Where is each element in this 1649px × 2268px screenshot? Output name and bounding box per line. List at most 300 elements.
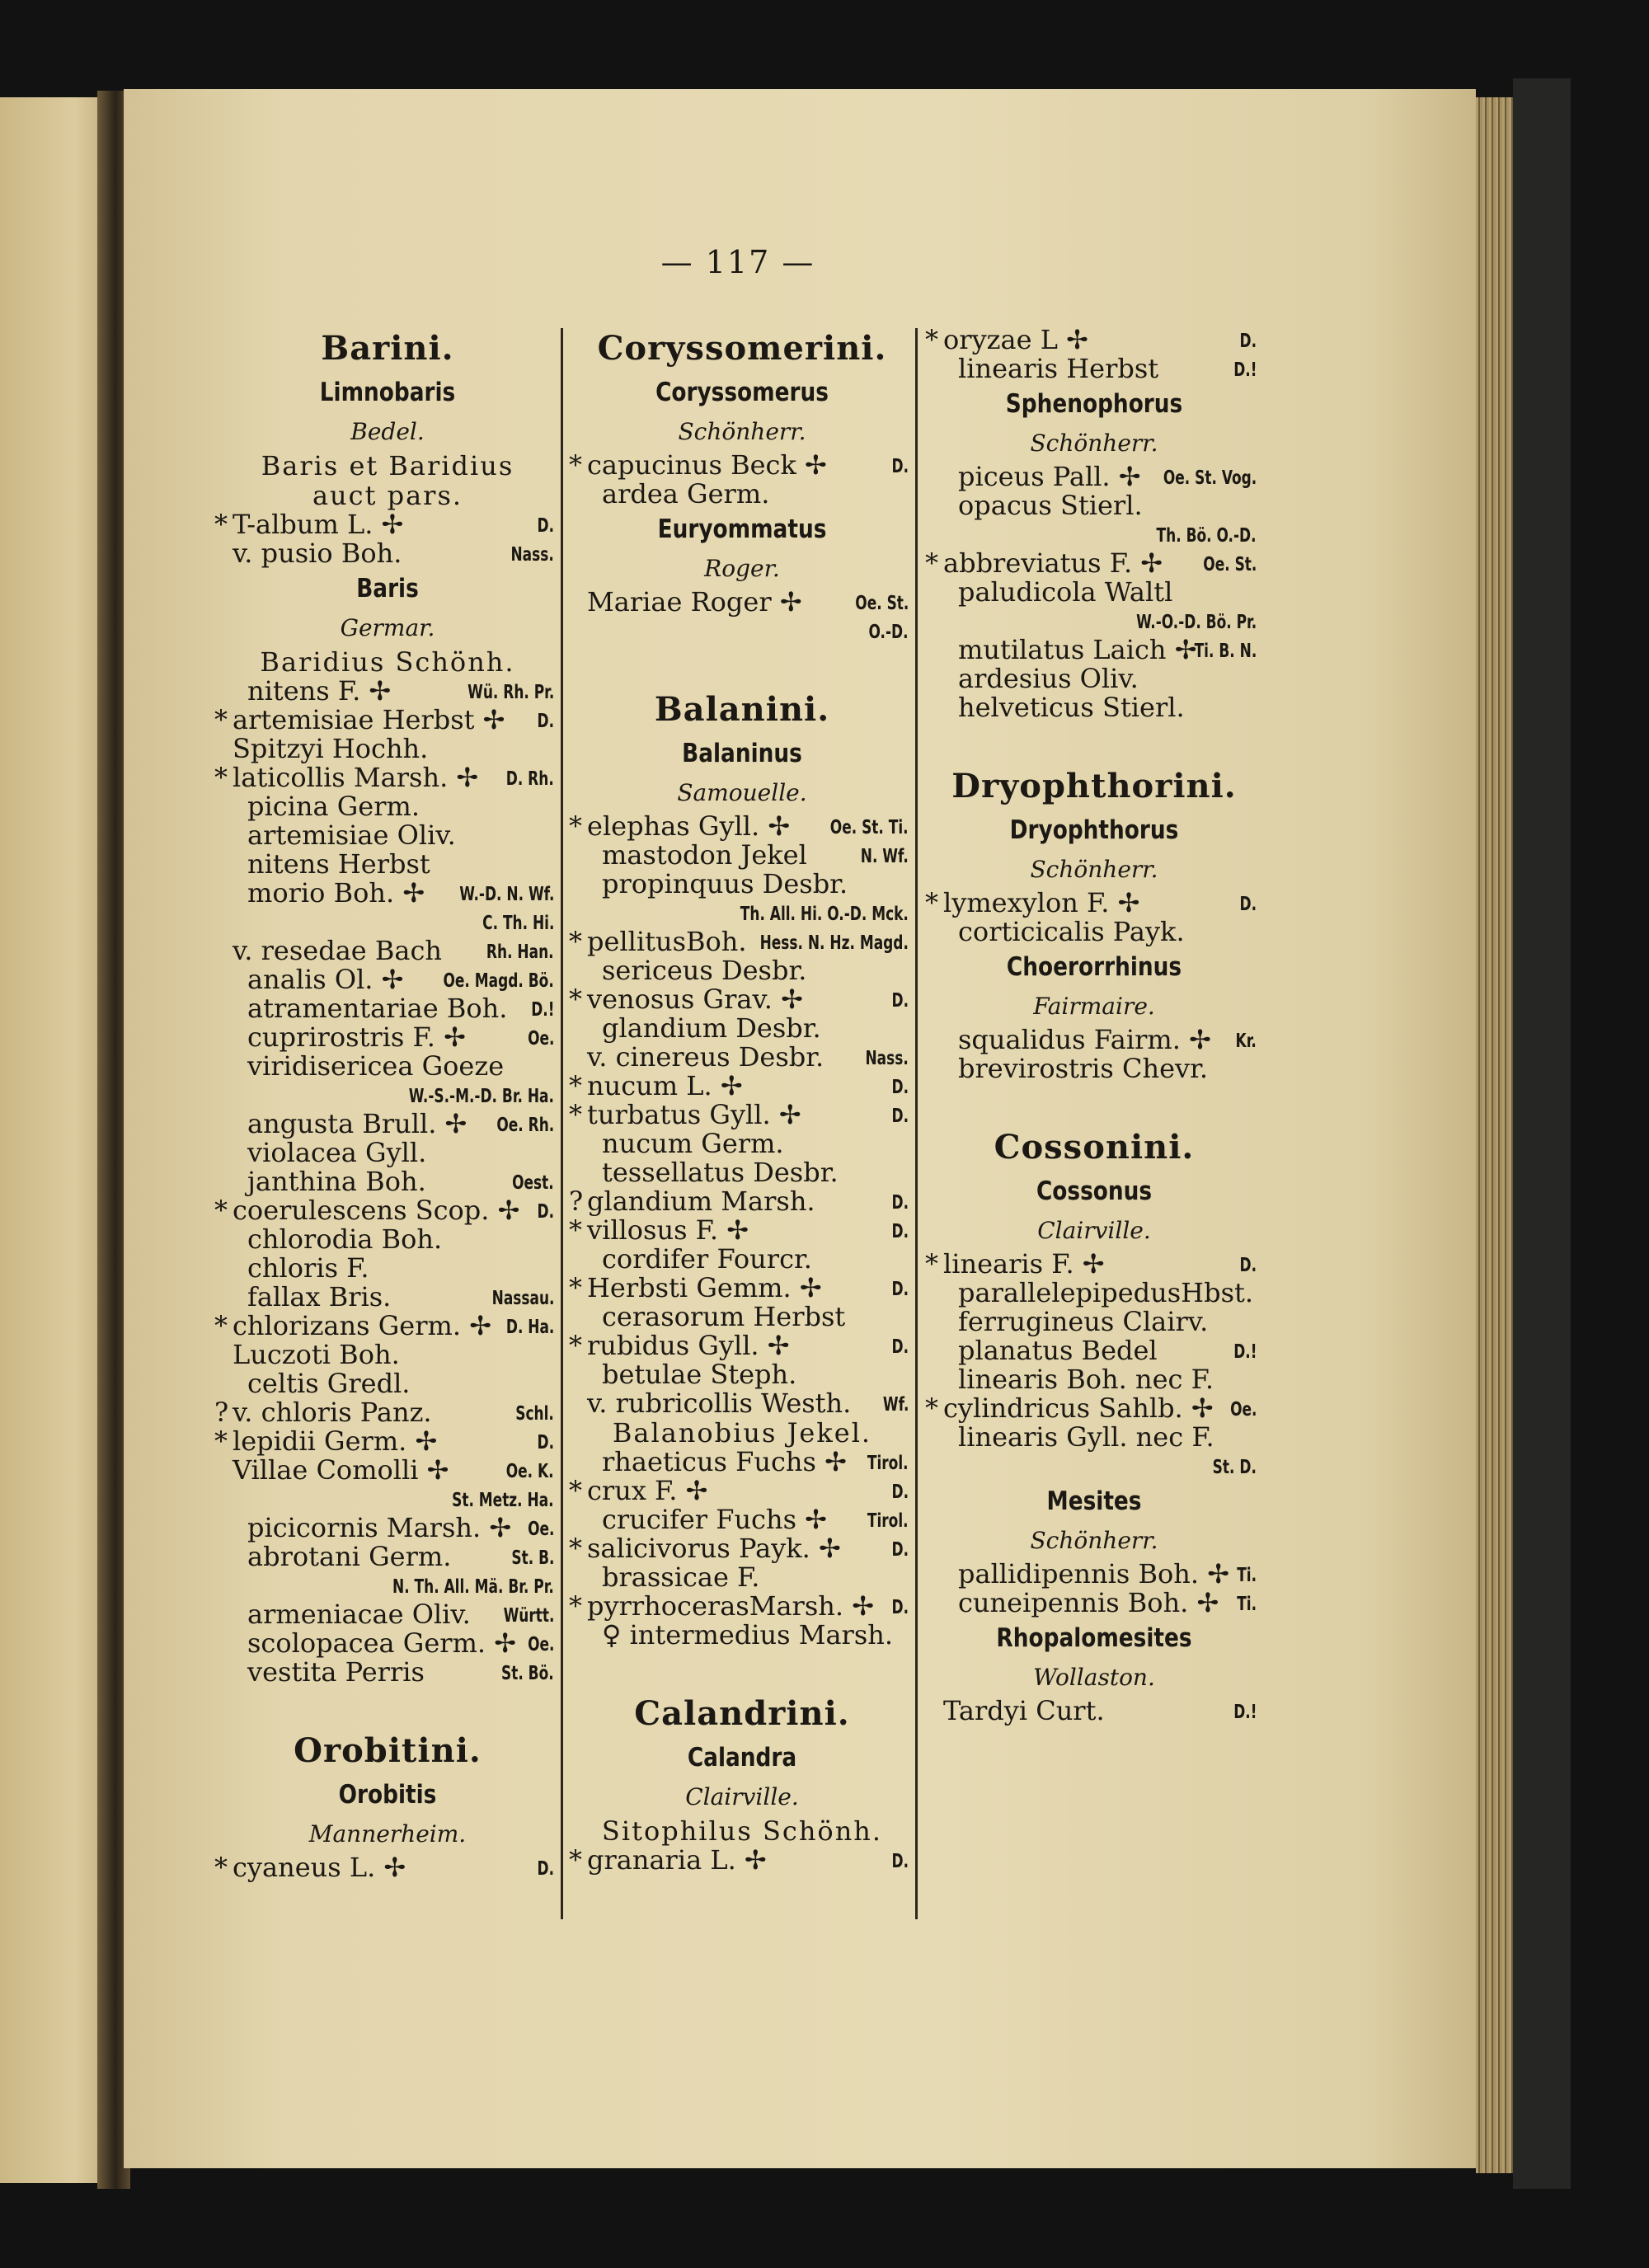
species-entry bbox=[214, 1600, 561, 1629]
distribution-code: Württ. bbox=[503, 1605, 554, 1627]
species-entry bbox=[214, 1543, 561, 1571]
species-entry bbox=[925, 578, 1263, 607]
species-entry bbox=[214, 1023, 561, 1052]
species-name: chloris F. bbox=[247, 1252, 369, 1284]
species-name: ardesius Oliv. bbox=[958, 663, 1139, 694]
species-entry bbox=[569, 1187, 915, 1216]
distribution-code: D. bbox=[891, 456, 909, 477]
species-name: crucifer Fuchs ✢ bbox=[602, 1504, 827, 1535]
species-name: picina Germ. bbox=[247, 791, 420, 822]
species-entry bbox=[925, 918, 1263, 946]
section-spacer bbox=[569, 646, 915, 687]
species-name: atramentariae Boh. bbox=[247, 993, 508, 1024]
species-name: artemisiae Oliv. bbox=[247, 819, 456, 851]
distribution-code: St. D. bbox=[1212, 1457, 1257, 1478]
species-entry bbox=[214, 1254, 561, 1283]
distribution-code: St. B. bbox=[510, 1547, 554, 1569]
species-entry bbox=[569, 1389, 915, 1418]
species-name: capucinus Beck ✢ bbox=[587, 449, 827, 481]
species-entry bbox=[569, 1360, 915, 1389]
distribution-code: Oe. St. Vog. bbox=[1163, 467, 1257, 489]
species-entry bbox=[569, 480, 915, 509]
section-spacer bbox=[925, 1083, 1263, 1125]
distribution-code: D. bbox=[537, 515, 554, 537]
tribe-heading: Coryssomerini. bbox=[597, 329, 887, 368]
genus-heading: Cossonus bbox=[1036, 1176, 1153, 1206]
species-name: angusta Brull. ✢ bbox=[247, 1108, 467, 1139]
species-name: chlorizans Germ. ✢ bbox=[233, 1310, 491, 1341]
genus-author: Roger. bbox=[704, 555, 780, 582]
species-name: scolopacea Germ. ✢ bbox=[247, 1627, 517, 1659]
entry-mark: * bbox=[569, 1590, 582, 1622]
distribution-continuation bbox=[569, 899, 915, 927]
genus-heading: Calandra bbox=[687, 1743, 797, 1773]
distribution-continuation bbox=[214, 908, 561, 937]
species-entry bbox=[925, 1697, 1263, 1726]
species-entry bbox=[214, 1312, 561, 1341]
distribution-code: D. bbox=[1239, 331, 1257, 352]
species-name: Villae Comolli ✢ bbox=[233, 1454, 449, 1486]
distribution-code: Oest. bbox=[512, 1172, 554, 1194]
species-entry bbox=[925, 693, 1263, 722]
species-entry bbox=[925, 463, 1263, 491]
genus-heading: Balaninus bbox=[682, 739, 802, 768]
species-entry bbox=[925, 664, 1263, 693]
distribution-code: St. Bö. bbox=[501, 1663, 554, 1684]
species-entry bbox=[214, 1629, 561, 1658]
species-name: parallelepipedusHbst. bbox=[958, 1277, 1254, 1308]
species-name: cordifer Fourcr. bbox=[602, 1243, 812, 1275]
species-name: Luczoti Boh. bbox=[233, 1339, 400, 1370]
distribution-code: D. bbox=[537, 1201, 554, 1223]
species-entry bbox=[214, 1167, 561, 1196]
species-name: Herbsti Gemm. ✢ bbox=[587, 1272, 822, 1303]
column-divider bbox=[561, 328, 563, 1919]
genus-author: Schönherr. bbox=[1030, 856, 1158, 883]
species-name: paludicola Waltl bbox=[958, 576, 1173, 608]
species-name: nitens Herbst bbox=[247, 848, 430, 880]
species-entry bbox=[569, 1846, 915, 1875]
distribution-code: D.! bbox=[1233, 1341, 1257, 1363]
species-entry bbox=[925, 549, 1263, 578]
species-entry bbox=[925, 1250, 1263, 1279]
genus-author: Germar. bbox=[340, 614, 435, 641]
tribe-heading: Balanini. bbox=[654, 690, 830, 729]
distribution-code: O.-D. bbox=[868, 622, 909, 643]
species-entry bbox=[214, 1110, 561, 1139]
genus-author: Schönherr. bbox=[1030, 430, 1158, 457]
species-name: granaria L. ✢ bbox=[587, 1844, 767, 1876]
distribution-code: N. Th. All. Mä. Br. Pr. bbox=[392, 1576, 554, 1598]
species-entry bbox=[925, 355, 1263, 383]
species-name: brassicae F. bbox=[602, 1561, 760, 1593]
species-entry bbox=[214, 821, 561, 850]
species-entry bbox=[214, 994, 561, 1023]
species-name: linearis F. ✢ bbox=[943, 1248, 1105, 1280]
synonym-note: Balanobius Jekel. bbox=[612, 1417, 872, 1449]
entry-mark: ? bbox=[214, 1397, 229, 1428]
species-name: linearis Gyll. nec F. bbox=[958, 1421, 1214, 1453]
species-entry bbox=[214, 1225, 561, 1254]
species-entry bbox=[569, 1505, 915, 1534]
distribution-code: Schl. bbox=[515, 1403, 554, 1425]
species-entry bbox=[214, 1658, 561, 1687]
species-entry bbox=[925, 491, 1263, 520]
distribution-code: D. bbox=[537, 1432, 554, 1453]
species-name: morio Boh. ✢ bbox=[247, 877, 425, 909]
genus-heading: Baris bbox=[356, 574, 419, 603]
species-entry bbox=[569, 1043, 915, 1072]
distribution-code: N. Wf. bbox=[860, 846, 909, 867]
species-name: glandium Desbr. bbox=[602, 1012, 821, 1044]
distribution-code: D. bbox=[891, 1192, 909, 1214]
species-entry bbox=[569, 1303, 915, 1331]
species-name: artemisiae Herbst ✢ bbox=[233, 704, 505, 735]
species-entry bbox=[214, 937, 561, 965]
distribution-code: St. Metz. Ha. bbox=[452, 1490, 554, 1511]
species-entry bbox=[569, 1331, 915, 1360]
species-entry bbox=[925, 326, 1263, 355]
species-name: pellitusBoh. bbox=[587, 926, 747, 957]
genus-author: Fairmaire. bbox=[1033, 993, 1155, 1020]
entry-mark: * bbox=[925, 324, 938, 355]
species-name: T-album L. ✢ bbox=[233, 509, 404, 540]
species-entry bbox=[214, 965, 561, 994]
distribution-continuation bbox=[214, 1081, 561, 1110]
species-name: Spitzyi Hochh. bbox=[233, 733, 429, 764]
species-name: turbatus Gyll. ✢ bbox=[587, 1099, 801, 1130]
species-entry bbox=[569, 1592, 915, 1621]
genus-author: Schönherr. bbox=[1030, 1527, 1158, 1554]
species-name: nucum L. ✢ bbox=[587, 1070, 743, 1101]
species-entry bbox=[214, 1456, 561, 1485]
species-name: lymexylon F. ✢ bbox=[943, 887, 1140, 918]
distribution-code: D. bbox=[891, 1539, 909, 1561]
species-entry bbox=[214, 1341, 561, 1369]
distribution-code: Th. Bö. O.-D. bbox=[1157, 525, 1257, 547]
column-divider bbox=[915, 328, 918, 1919]
species-entry bbox=[569, 985, 915, 1014]
species-name: pyrrhocerasMarsh. ✢ bbox=[587, 1590, 875, 1622]
distribution-code: D.! bbox=[530, 999, 554, 1021]
species-name: nitens F. ✢ bbox=[247, 675, 392, 707]
species-name: elephas Gyll. ✢ bbox=[587, 810, 791, 842]
species-entry bbox=[214, 1514, 561, 1543]
species-entry bbox=[214, 1398, 561, 1427]
genus-author: Clairville. bbox=[1037, 1217, 1151, 1244]
entry-mark: * bbox=[214, 1852, 228, 1883]
genus-author: Wollaston. bbox=[1033, 1664, 1155, 1691]
species-name: viridisericea Goeze bbox=[247, 1050, 505, 1082]
species-entry bbox=[569, 1245, 915, 1274]
species-name: opacus Stierl. bbox=[958, 490, 1143, 521]
species-name: squalidus Fairm. ✢ bbox=[958, 1024, 1211, 1055]
species-entry bbox=[214, 1853, 561, 1882]
species-name: violacea Gyll. bbox=[247, 1137, 427, 1168]
distribution-code: Hess. N. Hz. Magd. bbox=[759, 932, 909, 954]
book-cover-edge bbox=[1513, 78, 1571, 2189]
distribution-continuation bbox=[925, 520, 1263, 549]
species-name: cuprirostris F. ✢ bbox=[247, 1021, 466, 1053]
species-name: mastodon Jekel bbox=[602, 839, 807, 871]
species-entry bbox=[569, 870, 915, 899]
entry-mark: * bbox=[214, 509, 228, 540]
distribution-code: Oe. bbox=[527, 1634, 554, 1655]
species-entry bbox=[214, 763, 561, 792]
distribution-code: Oe. bbox=[527, 1519, 554, 1540]
species-entry bbox=[925, 1560, 1263, 1589]
entry-mark: * bbox=[214, 1425, 228, 1457]
entry-mark: * bbox=[214, 1195, 228, 1226]
section-spacer bbox=[569, 1650, 915, 1691]
species-entry bbox=[569, 1621, 915, 1650]
species-name: pallidipennis Boh. ✢ bbox=[958, 1558, 1229, 1589]
entry-mark: * bbox=[925, 547, 938, 579]
species-entry bbox=[569, 451, 915, 480]
species-name: v. rubricollis Westh. bbox=[587, 1388, 852, 1419]
entry-mark: * bbox=[569, 1272, 582, 1303]
species-entry bbox=[569, 1563, 915, 1592]
species-name: rubidus Gyll. ✢ bbox=[587, 1330, 790, 1361]
species-entry bbox=[214, 735, 561, 763]
species-entry bbox=[925, 1308, 1263, 1336]
species-name: picicornis Marsh. ✢ bbox=[247, 1512, 512, 1543]
genus-author: Samouelle. bbox=[677, 779, 807, 806]
section-spacer bbox=[925, 722, 1263, 763]
species-name: helveticus Stierl. bbox=[958, 692, 1185, 723]
species-entry bbox=[214, 539, 561, 568]
species-name: linearis Herbst bbox=[958, 353, 1159, 384]
species-name: v. cinereus Desbr. bbox=[587, 1041, 824, 1073]
distribution-code: D. Rh. bbox=[505, 768, 554, 790]
distribution-code: Ti. bbox=[1237, 1594, 1257, 1615]
entry-mark: * bbox=[214, 704, 228, 735]
species-entry bbox=[214, 1283, 561, 1312]
species-entry bbox=[569, 812, 915, 841]
distribution-code: Oe. bbox=[527, 1028, 554, 1049]
entry-mark: * bbox=[569, 926, 582, 957]
distribution-code: D. bbox=[537, 1858, 554, 1880]
species-name: rhaeticus Fuchs ✢ bbox=[602, 1446, 847, 1477]
tribe-heading: Cossonini. bbox=[994, 1128, 1195, 1167]
distribution-code: Oe. St. Ti. bbox=[830, 817, 909, 838]
species-entry bbox=[569, 588, 915, 617]
distribution-code: D. bbox=[891, 1336, 909, 1358]
synonym-note: Sitophilus Schönh. bbox=[601, 1815, 883, 1847]
entry-mark: ? bbox=[569, 1186, 584, 1217]
species-entry bbox=[214, 1196, 561, 1225]
species-entry bbox=[214, 1052, 561, 1081]
genus-author: Clairville. bbox=[685, 1783, 799, 1810]
genus-heading: Choerorrhinus bbox=[1006, 952, 1182, 982]
species-name: armeniacae Oliv. bbox=[247, 1599, 471, 1630]
species-entry bbox=[214, 850, 561, 879]
species-name: cuneipennis Boh. ✢ bbox=[958, 1587, 1219, 1618]
entry-mark: * bbox=[569, 810, 582, 842]
species-name: abrotani Germ. bbox=[247, 1541, 452, 1572]
distribution-continuation bbox=[214, 1485, 561, 1514]
species-name: chlorodia Boh. bbox=[247, 1223, 443, 1255]
distribution-code: Tirol. bbox=[867, 1453, 909, 1474]
genus-author: Bedel. bbox=[350, 418, 425, 445]
species-name: vestita Perris bbox=[247, 1656, 425, 1688]
distribution-code: D. bbox=[891, 1851, 909, 1872]
distribution-code: Kr. bbox=[1235, 1031, 1257, 1052]
species-name: v. resedae Bach bbox=[233, 935, 443, 966]
entry-mark: * bbox=[569, 449, 582, 481]
species-name: nucum Germ. bbox=[602, 1128, 784, 1159]
distribution-code: D. bbox=[537, 711, 554, 732]
species-entry bbox=[214, 510, 561, 539]
distribution-code: D. bbox=[891, 990, 909, 1012]
distribution-continuation bbox=[925, 1452, 1263, 1481]
species-name: venosus Grav. ✢ bbox=[587, 984, 803, 1015]
distribution-code: Oe. St. bbox=[854, 593, 909, 614]
distribution-code: D. bbox=[891, 1279, 909, 1300]
entry-mark: * bbox=[925, 1248, 938, 1280]
species-entry bbox=[214, 677, 561, 706]
distribution-code: D.! bbox=[1233, 359, 1257, 381]
distribution-continuation bbox=[214, 1571, 561, 1600]
genus-heading: Rhopalomesites bbox=[996, 1623, 1192, 1653]
distribution-code: D. bbox=[891, 1481, 909, 1503]
species-name: piceus Pall. ✢ bbox=[958, 461, 1141, 492]
species-name: propinquus Desbr. bbox=[602, 868, 848, 899]
distribution-code: D. Ha. bbox=[505, 1317, 554, 1338]
species-name: cerasorum Herbst bbox=[602, 1301, 846, 1332]
species-name: cylindricus Sahlb. ✢ bbox=[943, 1392, 1214, 1424]
distribution-code: D. bbox=[891, 1221, 909, 1242]
distribution-code: C. Th. Hi. bbox=[482, 913, 554, 934]
species-name: glandium Marsh. bbox=[587, 1186, 815, 1217]
page-number: — 117 — bbox=[660, 244, 815, 280]
distribution-code: Oe. bbox=[1229, 1399, 1257, 1420]
species-entry bbox=[569, 1129, 915, 1158]
distribution-code: W.-D. N. Wf. bbox=[458, 884, 554, 905]
distribution-code: Rh. Han. bbox=[486, 941, 554, 963]
entry-mark: * bbox=[569, 1475, 582, 1506]
tribe-heading: Orobitini. bbox=[294, 1731, 482, 1770]
species-name: corticicalis Payk. bbox=[958, 916, 1185, 947]
genus-heading: Limnobaris bbox=[319, 378, 456, 407]
genus-author: Mannerheim. bbox=[308, 1820, 467, 1848]
species-entry bbox=[569, 956, 915, 985]
species-name: v. pusio Boh. bbox=[233, 538, 402, 569]
species-name: villosus F. ✢ bbox=[587, 1214, 749, 1246]
tribe-heading: Calandrini. bbox=[634, 1694, 850, 1733]
species-name: coerulescens Scop. ✢ bbox=[233, 1195, 520, 1226]
distribution-continuation bbox=[925, 607, 1263, 636]
genus-heading: Dryophthorus bbox=[1009, 815, 1179, 845]
species-entry bbox=[214, 792, 561, 821]
species-entry bbox=[569, 1072, 915, 1101]
species-name: janthina Boh. bbox=[247, 1166, 426, 1197]
distribution-code: Nass. bbox=[510, 544, 554, 566]
species-entry bbox=[214, 879, 561, 908]
species-name: linearis Boh. nec F. bbox=[958, 1364, 1214, 1395]
species-entry bbox=[214, 1139, 561, 1167]
tribe-heading: Dryophthorini. bbox=[951, 767, 1237, 805]
species-entry bbox=[569, 1101, 915, 1129]
species-entry bbox=[925, 1054, 1263, 1083]
species-name: ardea Germ. bbox=[602, 478, 770, 509]
synonym-note: auct pars. bbox=[312, 480, 463, 511]
distribution-code: D. bbox=[1239, 1255, 1257, 1276]
species-entry bbox=[925, 889, 1263, 918]
page-stack-edges bbox=[1476, 97, 1517, 2173]
species-name: betulae Steph. bbox=[602, 1359, 797, 1390]
distribution-code: Oe. K. bbox=[506, 1461, 554, 1482]
species-name: tessellatus Desbr. bbox=[602, 1157, 839, 1188]
distribution-code: Tirol. bbox=[867, 1510, 909, 1532]
species-name: oryzae L ✢ bbox=[943, 324, 1088, 355]
distribution-code: D. bbox=[891, 1077, 909, 1098]
species-entry bbox=[569, 841, 915, 870]
distribution-code: Ti. B. N. bbox=[1194, 641, 1257, 662]
species-name: cyaneus L. ✢ bbox=[233, 1852, 406, 1883]
synonym-note: Baris et Baridius bbox=[261, 450, 514, 481]
entry-mark: * bbox=[925, 1392, 938, 1424]
distribution-code: W.-O.-D. Bö. Pr. bbox=[1135, 612, 1257, 633]
synonym-note: Baridius Schönh. bbox=[260, 646, 515, 678]
species-name: ferrugineus Clairv. bbox=[958, 1306, 1209, 1337]
section-spacer bbox=[214, 1687, 561, 1728]
entry-mark: * bbox=[569, 1214, 582, 1246]
entry-mark: * bbox=[214, 762, 228, 793]
species-name: fallax Bris. bbox=[247, 1281, 392, 1312]
distribution-code: D. bbox=[891, 1106, 909, 1127]
species-name: crux F. ✢ bbox=[587, 1475, 708, 1506]
species-entry bbox=[925, 636, 1263, 664]
species-name: v. chloris Panz. bbox=[233, 1397, 432, 1428]
genus-author: Schönherr. bbox=[678, 418, 806, 445]
species-entry bbox=[569, 1158, 915, 1187]
species-entry bbox=[214, 1427, 561, 1456]
genus-heading: Coryssomerus bbox=[655, 378, 829, 407]
species-entry bbox=[214, 1369, 561, 1398]
species-entry bbox=[925, 1336, 1263, 1365]
distribution-code: D. bbox=[891, 1597, 909, 1618]
tribe-heading: Barini. bbox=[321, 329, 454, 368]
species-entry bbox=[925, 1365, 1263, 1394]
distribution-code: Oe. St. bbox=[1202, 554, 1257, 575]
entry-mark: * bbox=[214, 1310, 228, 1341]
distribution-code: Nassau. bbox=[491, 1288, 554, 1309]
species-entry bbox=[569, 1534, 915, 1563]
species-entry bbox=[925, 1423, 1263, 1452]
entry-mark: * bbox=[569, 1533, 582, 1564]
species-name: lepidii Germ. ✢ bbox=[233, 1425, 438, 1457]
entry-mark: * bbox=[569, 1330, 582, 1361]
species-entry bbox=[569, 1014, 915, 1043]
distribution-code: D. bbox=[1239, 894, 1257, 915]
entry-mark: * bbox=[569, 1099, 582, 1130]
entry-mark: * bbox=[569, 1070, 582, 1101]
genus-heading: Orobitis bbox=[338, 1780, 437, 1810]
species-entry bbox=[925, 1279, 1263, 1308]
species-entry bbox=[214, 706, 561, 735]
species-name: brevirostris Chevr. bbox=[958, 1053, 1209, 1084]
species-entry bbox=[925, 1394, 1263, 1423]
genus-heading: Sphenophorus bbox=[1005, 389, 1183, 419]
distribution-code: Oe. Rh. bbox=[496, 1115, 554, 1136]
species-name: salicivorus Payk. ✢ bbox=[587, 1533, 841, 1564]
distribution-code: Wü. Rh. Pr. bbox=[467, 682, 554, 703]
species-name: mutilatus Laich ✢ bbox=[958, 634, 1197, 665]
distribution-code: Oe. Magd. Bö. bbox=[443, 970, 554, 992]
species-name: laticollis Marsh. ✢ bbox=[233, 762, 479, 793]
species-name: planatus Bedel bbox=[958, 1335, 1158, 1366]
